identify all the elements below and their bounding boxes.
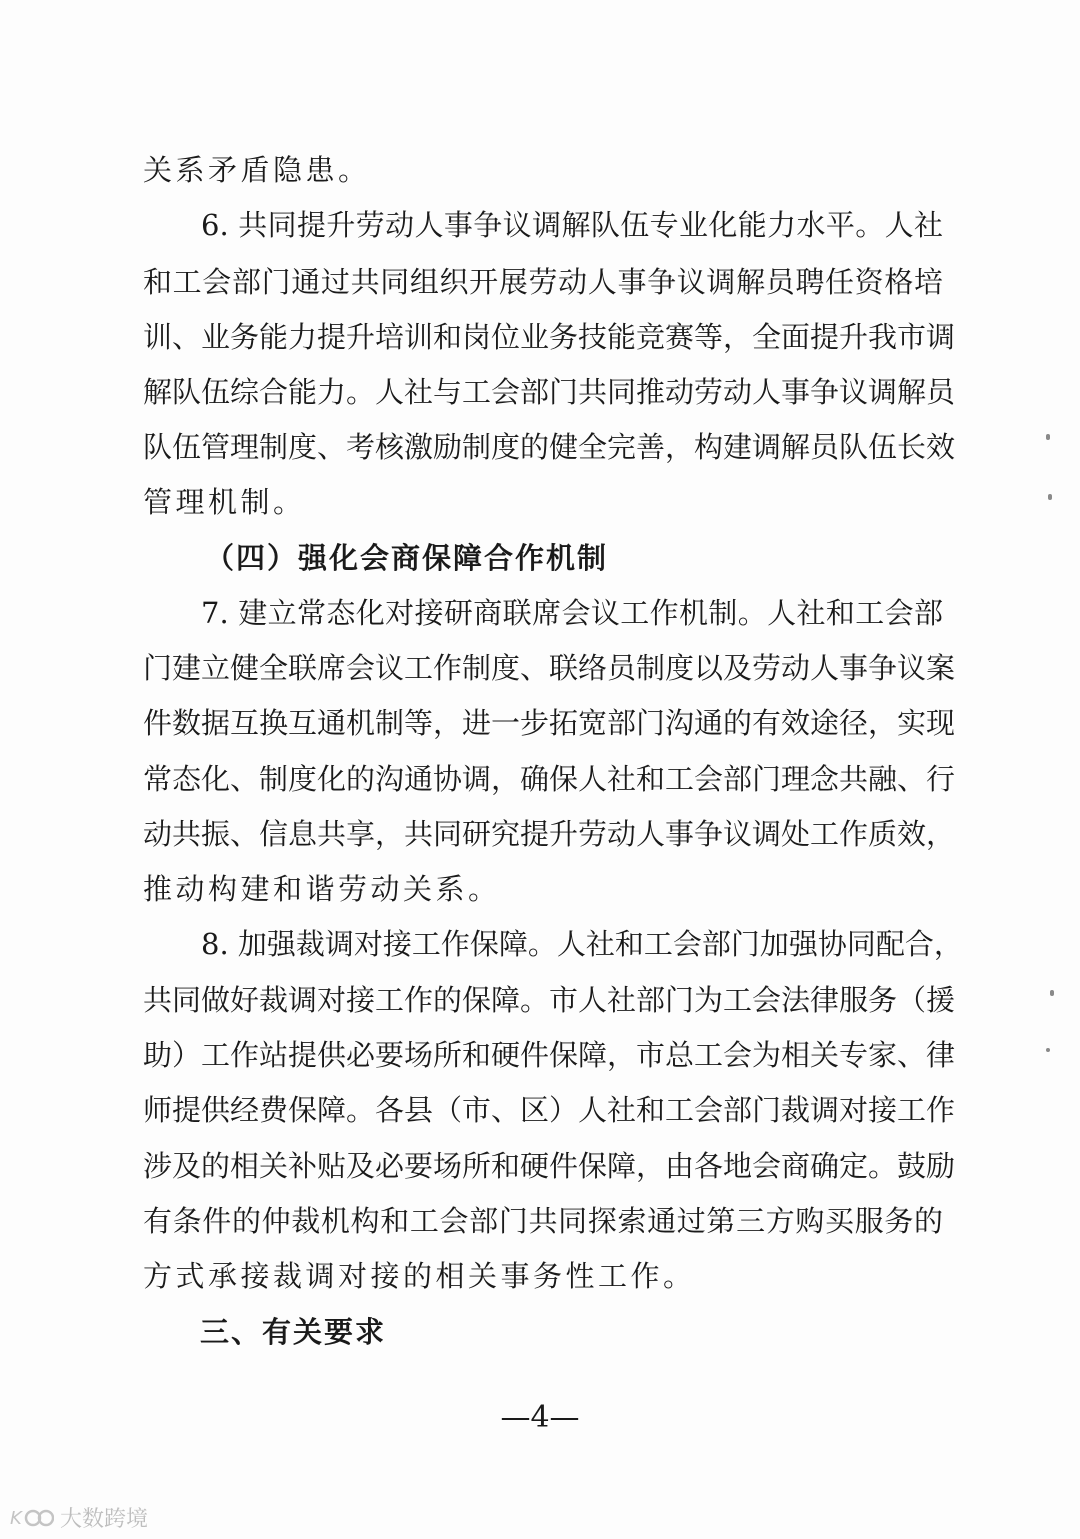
text-line: 门建立健全联席会议工作制度、联络员制度以及劳动人事争议案 bbox=[143, 651, 956, 685]
text-line: 管理机制。 bbox=[143, 485, 306, 519]
watermark bbox=[10, 1500, 148, 1534]
text-line: 动共振、信息共享，共同研究提升劳动人事争议调处工作质效， bbox=[143, 817, 956, 851]
text-line: 共同做好裁调对接工作的保障。市人社部门为工会法律服务（援 bbox=[143, 983, 956, 1017]
brand-logo-icon bbox=[10, 1502, 54, 1532]
page-number: —4— bbox=[500, 1400, 580, 1435]
text-line: 涉及的相关补贴及必要场所和硬件保障，由各地会商确定。鼓励 bbox=[143, 1149, 956, 1183]
text-line: 有条件的仲裁机构和工会部门共同探索通过第三方购买服务的 bbox=[143, 1204, 943, 1238]
scan-speck bbox=[1050, 990, 1054, 996]
text-line: 方式承接裁调对接的相关事务性工作。 bbox=[143, 1259, 696, 1293]
text-line: 和工会部门通过共同组织开展劳动人事争议调解员聘任资格培 bbox=[143, 265, 943, 299]
scan-speck bbox=[1048, 494, 1052, 500]
text-line: 件数据互换互通机制等，进一步拓宽部门沟通的有效途径，实现 bbox=[143, 706, 956, 740]
item-7-heading: 7. 建立常态化对接研商联席会议工作机制。人社和工会部 bbox=[201, 596, 943, 630]
scan-speck bbox=[1046, 1048, 1050, 1052]
text-line: 训、业务能力提升培训和岗位业务技能竞赛等，全面提升我市调 bbox=[143, 320, 956, 354]
text-line: 关系矛盾隐患。 bbox=[143, 153, 371, 187]
text-line: 助）工作站提供必要场所和硬件保障，市总工会为相关专家、律 bbox=[143, 1038, 956, 1072]
section-heading: （四）强化会商保障合作机制 bbox=[205, 541, 609, 575]
text-line: 推动构建和谐劳动关系。 bbox=[143, 872, 501, 906]
text-line: 解队伍综合能力。人社与工会部门共同推动劳动人事争议调解员 bbox=[143, 375, 956, 409]
text-line: 师提供经费保障。各县（市、区）人社和工会部门裁调对接工作 bbox=[143, 1093, 956, 1127]
svg-text:K: K bbox=[10, 1508, 22, 1529]
item-6-heading: 6. 共同提升劳动人事争议调解队伍专业化能力水平。人社 bbox=[201, 208, 943, 242]
text-line: 队伍管理制度、考核激励制度的健全完善，构建调解员队伍长效 bbox=[143, 430, 956, 464]
item-8-heading: 8. 加强裁调对接工作保障。人社和工会部门加强协同配合， bbox=[201, 927, 963, 961]
text-line: 常态化、制度化的沟通协调，确保人社和工会部门理念共融、行 bbox=[143, 762, 956, 796]
watermark-text: 大数跨境 bbox=[60, 1506, 149, 1532]
scan-speck bbox=[1046, 434, 1050, 440]
section-heading: 三、有关要求 bbox=[200, 1315, 387, 1349]
